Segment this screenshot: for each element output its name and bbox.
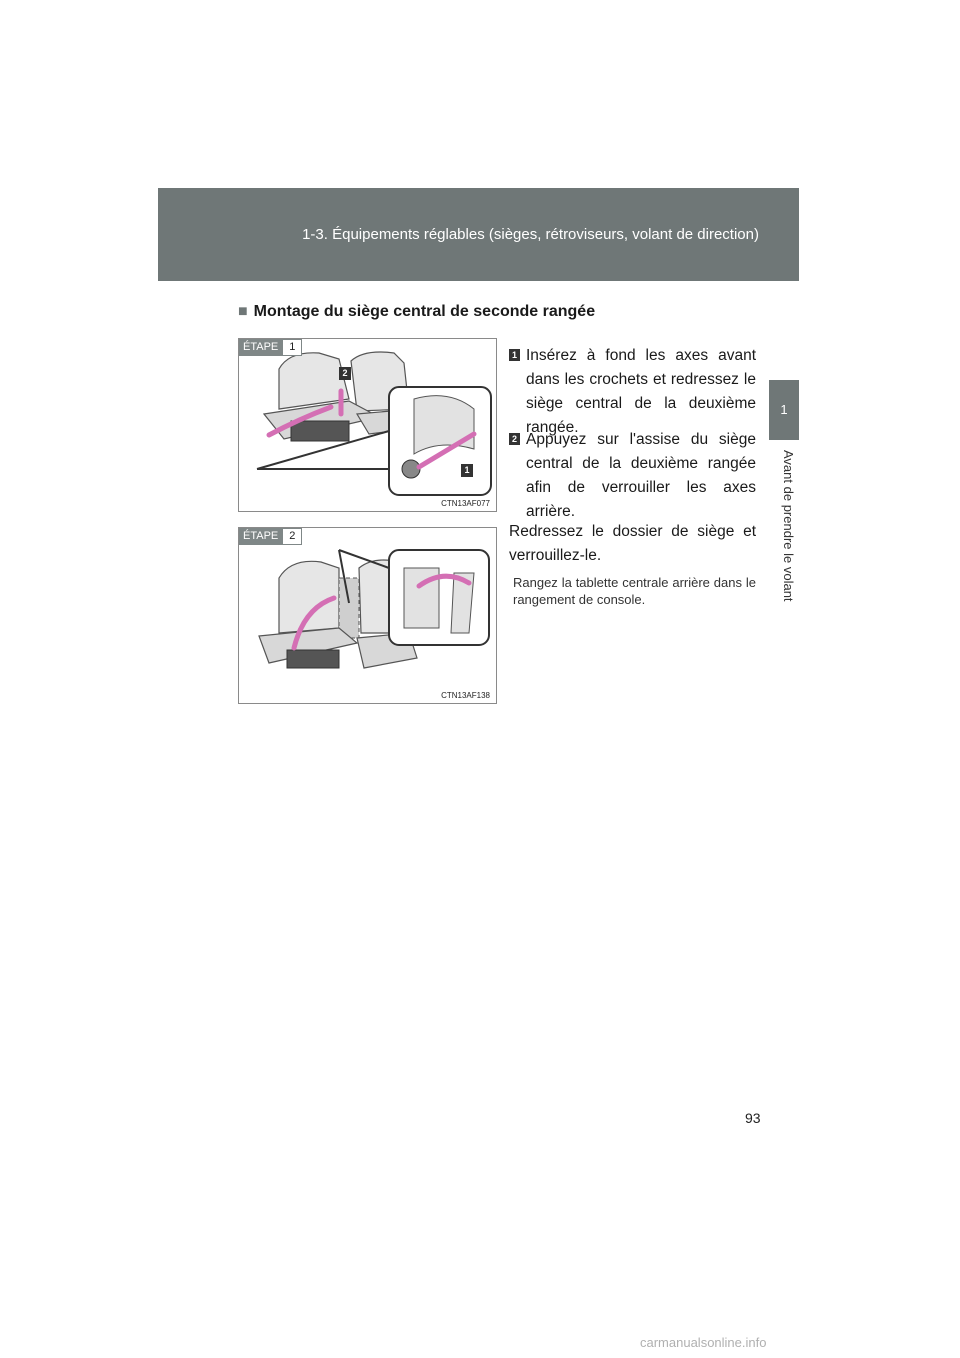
step-tag-number: 2 bbox=[282, 528, 302, 545]
seat-illustration-2 bbox=[239, 528, 496, 703]
page-number: 93 bbox=[745, 1110, 761, 1126]
step-tag bbox=[239, 339, 302, 356]
step-tag bbox=[239, 528, 302, 545]
step-marker: 1 bbox=[509, 349, 520, 361]
header-title: 1-3. Équipements réglables (sièges, rétroviseurs, volant de direction) bbox=[302, 226, 759, 243]
figure-code: CTN13AF077 bbox=[441, 499, 490, 508]
step-item bbox=[509, 428, 756, 524]
callout-1: 1 bbox=[461, 464, 473, 477]
step-text: Insérez à fond les axes avant dans les crochets et redressez le siège central de la deuxième rangée. bbox=[526, 347, 756, 436]
seat-illustration-1 bbox=[239, 339, 496, 511]
chapter-tab: 1 bbox=[769, 380, 799, 440]
footer-watermark: carmanualsonline.info bbox=[640, 1335, 767, 1350]
instruction-text: Redressez le dossier de siège et verrouillez-le. bbox=[509, 523, 756, 564]
callout-2: 2 bbox=[339, 367, 351, 380]
figure-step-2 bbox=[238, 527, 497, 704]
square-bullet-icon: ■ bbox=[238, 303, 248, 320]
figure-code: CTN13AF138 bbox=[441, 691, 490, 700]
step-item bbox=[509, 344, 756, 440]
note-text: Rangez la tablette centrale arrière dans le rangement de console. bbox=[513, 575, 756, 607]
header-band bbox=[158, 188, 799, 281]
step-text: Appuyez sur l'assise du siège central de la deuxième rangée afin de verrouiller les axes arrière. bbox=[526, 431, 756, 520]
chapter-label: Avant de prendre le volant bbox=[781, 450, 796, 602]
section-heading bbox=[238, 303, 595, 321]
section-heading-text: Montage du siège central de seconde rangée bbox=[253, 303, 596, 320]
figure-step-1 bbox=[238, 338, 497, 512]
step-tag-label: ÉTAPE bbox=[239, 528, 282, 545]
step-tag-number: 1 bbox=[282, 339, 302, 356]
step-tag-label: ÉTAPE bbox=[239, 339, 282, 356]
step-marker: 2 bbox=[509, 433, 520, 445]
